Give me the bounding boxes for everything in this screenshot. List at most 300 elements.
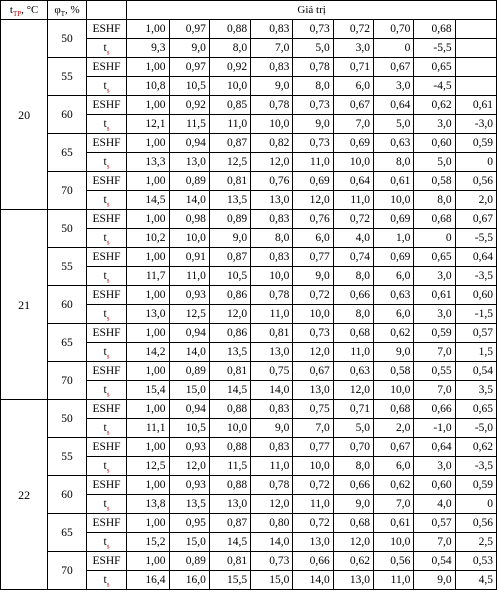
eshf-value-cell: 0,97 bbox=[169, 58, 209, 77]
eshf-value-cell: 0,65 bbox=[414, 248, 455, 267]
ts-value-cell: 12,1 bbox=[127, 115, 169, 134]
humidity-cell: 50 bbox=[48, 20, 86, 58]
ts-value-cell: 12,5 bbox=[169, 305, 209, 324]
ts-value-cell: 10,5 bbox=[169, 419, 209, 438]
eshf-row bbox=[1, 96, 497, 115]
ts-label bbox=[86, 115, 127, 134]
eshf-value-cell: 0,89 bbox=[169, 362, 209, 381]
ts-value-cell: 8,0 bbox=[374, 153, 414, 172]
ts-value-cell: 3,0 bbox=[414, 115, 455, 134]
ts-value-cell: 3,0 bbox=[414, 457, 455, 476]
eshf-row bbox=[1, 248, 497, 267]
eshf-value-cell: 0,72 bbox=[333, 210, 373, 229]
ts-value-cell: 12,5 bbox=[209, 153, 250, 172]
eshf-value-cell: 0,59 bbox=[414, 324, 455, 343]
ts-value-cell: 7,0 bbox=[414, 533, 455, 552]
ts-value-cell: 10,0 bbox=[209, 419, 250, 438]
eshf-value-cell: 0,69 bbox=[293, 172, 333, 191]
eshf-label: ESHF bbox=[86, 476, 127, 495]
eshf-value-cell: 0,57 bbox=[455, 324, 496, 343]
ts-value-cell: 2,5 bbox=[455, 533, 496, 552]
ts-value-cell: 0 bbox=[455, 495, 496, 514]
ts-label-main: t bbox=[103, 156, 107, 168]
ts-label-sub: s bbox=[106, 48, 110, 57]
eshf-value-cell: 0,76 bbox=[251, 172, 293, 191]
ts-value-cell: 3,0 bbox=[333, 39, 373, 58]
ts-label-main: t bbox=[103, 536, 107, 548]
eshf-value-cell: 0,72 bbox=[333, 20, 373, 39]
ts-value-cell: 13,0 bbox=[127, 305, 169, 324]
eshf-value-cell: 0,56 bbox=[374, 552, 414, 571]
ts-value-cell: -5,5 bbox=[414, 39, 455, 58]
eshf-row bbox=[1, 172, 497, 191]
eshf-value-cell: 0,68 bbox=[333, 514, 373, 533]
eshf-value-cell: 0,59 bbox=[455, 476, 496, 495]
ts-value-cell: 0 bbox=[414, 229, 455, 248]
ts-label bbox=[86, 381, 127, 400]
eshf-value-cell: 0,89 bbox=[169, 552, 209, 571]
eshf-value-cell: 0,87 bbox=[209, 514, 250, 533]
eshf-value-cell: 1,00 bbox=[127, 96, 169, 115]
eshf-value-cell: 0,78 bbox=[251, 476, 293, 495]
ts-value-cell: 10,5 bbox=[169, 77, 209, 96]
ts-label bbox=[86, 343, 127, 362]
ts-label-sub: s bbox=[106, 86, 110, 95]
eshf-value-cell: 0,98 bbox=[169, 210, 209, 229]
eshf-value-cell: 0,91 bbox=[169, 248, 209, 267]
eshf-value-cell: 0,93 bbox=[169, 286, 209, 305]
eshf-label: ESHF bbox=[86, 514, 127, 533]
eshf-value-cell: 0,62 bbox=[455, 438, 496, 457]
ts-value-cell: 5,0 bbox=[293, 39, 333, 58]
ts-label-sub: s bbox=[106, 162, 110, 171]
eshf-value-cell: 0,67 bbox=[333, 96, 373, 115]
ts-label-main: t bbox=[103, 498, 107, 510]
eshf-value-cell: 0,63 bbox=[374, 286, 414, 305]
eshf-value-cell: 1,00 bbox=[127, 476, 169, 495]
eshf-value-cell: 0,92 bbox=[169, 96, 209, 115]
ts-value-cell: 14,0 bbox=[293, 571, 333, 590]
ts-value-cell: -3,0 bbox=[455, 115, 496, 134]
ts-value-cell: 10,8 bbox=[127, 77, 169, 96]
eshf-value-cell: 0,86 bbox=[209, 324, 250, 343]
ts-label-sub: s bbox=[106, 504, 110, 513]
ts-label-sub: s bbox=[106, 390, 110, 399]
eshf-value-cell: 0,89 bbox=[169, 172, 209, 191]
eshf-value-cell: 0,64 bbox=[374, 96, 414, 115]
eshf-label: ESHF bbox=[86, 286, 127, 305]
ts-value-cell: 9,0 bbox=[293, 115, 333, 134]
ts-value-cell: 2,0 bbox=[374, 419, 414, 438]
ts-label bbox=[86, 39, 127, 58]
ts-value-cell: 13,5 bbox=[209, 191, 250, 210]
ts-value-cell: 0 bbox=[455, 153, 496, 172]
ts-value-cell: 10,0 bbox=[293, 457, 333, 476]
eshf-value-cell: 0,77 bbox=[293, 248, 333, 267]
group-temperature-cell: 22 bbox=[1, 400, 48, 590]
ts-value-cell: 9,0 bbox=[251, 419, 293, 438]
eshf-value-cell: 0,73 bbox=[251, 552, 293, 571]
ts-value-cell: 6,0 bbox=[374, 267, 414, 286]
eshf-value-cell: 1,00 bbox=[127, 552, 169, 571]
eshf-value-cell: 0,68 bbox=[414, 210, 455, 229]
eshf-value-cell: 0,88 bbox=[209, 476, 250, 495]
eshf-value-cell: 0,69 bbox=[374, 210, 414, 229]
ts-value-cell: 12,0 bbox=[251, 495, 293, 514]
ts-value-cell: 12,0 bbox=[169, 457, 209, 476]
eshf-value-cell: 0,88 bbox=[209, 400, 250, 419]
eshf-value-cell: 0,54 bbox=[414, 552, 455, 571]
ts-value-cell: 12,0 bbox=[251, 153, 293, 172]
ts-value-cell: 7,0 bbox=[333, 115, 373, 134]
ts-value-cell: 13,0 bbox=[251, 191, 293, 210]
ts-label-sub: s bbox=[106, 200, 110, 209]
ts-value-cell: 14,0 bbox=[169, 191, 209, 210]
ts-value-cell: 11,0 bbox=[251, 457, 293, 476]
group-temperature-cell: 20 bbox=[1, 20, 48, 210]
eshf-value-cell: 0,71 bbox=[333, 58, 373, 77]
ts-label-sub: s bbox=[106, 276, 110, 285]
ts-value-cell: 10,0 bbox=[251, 115, 293, 134]
eshf-value-cell: 0,94 bbox=[169, 324, 209, 343]
ts-value-cell: 14,0 bbox=[169, 343, 209, 362]
eshf-label: ESHF bbox=[86, 324, 127, 343]
eshf-value-cell: 0,64 bbox=[333, 172, 373, 191]
eshf-row bbox=[1, 286, 497, 305]
ts-value-cell bbox=[455, 77, 496, 96]
ts-label-main: t bbox=[103, 118, 107, 130]
ts-value-cell: -3,5 bbox=[455, 457, 496, 476]
eshf-value-cell: 0,81 bbox=[209, 552, 250, 571]
ts-value-cell: -5,0 bbox=[455, 419, 496, 438]
eshf-value-cell: 1,00 bbox=[127, 248, 169, 267]
ts-value-cell: 2,0 bbox=[455, 191, 496, 210]
eshf-value-cell: 1,00 bbox=[127, 172, 169, 191]
eshf-value-cell: 0,64 bbox=[455, 248, 496, 267]
ts-value-cell: 9,0 bbox=[169, 39, 209, 58]
ts-label bbox=[86, 77, 127, 96]
ts-value-cell: 7,0 bbox=[414, 381, 455, 400]
eshf-value-cell: 0,73 bbox=[293, 96, 333, 115]
ts-value-cell: 14,5 bbox=[209, 533, 250, 552]
eshf-value-cell: 0,69 bbox=[374, 248, 414, 267]
ts-value-cell: 6,0 bbox=[374, 305, 414, 324]
eshf-value-cell: 0,87 bbox=[209, 248, 250, 267]
ts-value-cell: 12,0 bbox=[209, 305, 250, 324]
eshf-value-cell: 0,61 bbox=[374, 514, 414, 533]
eshf-value-cell: 0,61 bbox=[414, 286, 455, 305]
ts-value-cell: 1,5 bbox=[455, 343, 496, 362]
eshf-value-cell: 1,00 bbox=[127, 134, 169, 153]
header-blank bbox=[86, 1, 127, 20]
eshf-value-cell: 0,65 bbox=[455, 400, 496, 419]
ts-value-cell: 5,0 bbox=[333, 419, 373, 438]
ts-value-cell: 10,0 bbox=[374, 191, 414, 210]
ts-value-cell: 13,0 bbox=[293, 381, 333, 400]
eshf-value-cell: 0,68 bbox=[333, 324, 373, 343]
ts-value-cell: 10,0 bbox=[374, 533, 414, 552]
ts-label bbox=[86, 305, 127, 324]
ts-value-cell: 12,0 bbox=[293, 191, 333, 210]
ts-value-cell: 13,0 bbox=[169, 153, 209, 172]
eshf-value-cell: 0,66 bbox=[333, 476, 373, 495]
ts-value-cell: 14,2 bbox=[127, 343, 169, 362]
eshf-value-cell: 0,60 bbox=[414, 476, 455, 495]
ts-value-cell: 10,0 bbox=[209, 77, 250, 96]
eshf-value-cell: 0,69 bbox=[333, 134, 373, 153]
eshf-value-cell: 0,76 bbox=[293, 210, 333, 229]
ts-label-sub: s bbox=[106, 238, 110, 247]
eshf-value-cell: 0,70 bbox=[374, 20, 414, 39]
eshf-value-cell: 0,60 bbox=[414, 134, 455, 153]
ts-label-sub: s bbox=[106, 580, 110, 589]
ts-label-sub: s bbox=[106, 314, 110, 323]
eshf-value-cell: 0,92 bbox=[209, 58, 250, 77]
ts-label-main: t bbox=[103, 346, 107, 358]
eshf-value-cell: 0,88 bbox=[209, 20, 250, 39]
eshf-label: ESHF bbox=[86, 362, 127, 381]
ts-value-cell: 5,0 bbox=[374, 115, 414, 134]
ts-value-cell: 4,0 bbox=[333, 229, 373, 248]
eshf-value-cell: 0,71 bbox=[333, 400, 373, 419]
ts-value-cell: 13,0 bbox=[333, 571, 373, 590]
eshf-value-cell: 0,73 bbox=[293, 324, 333, 343]
ts-label bbox=[86, 495, 127, 514]
eshf-value-cell: 0,83 bbox=[251, 438, 293, 457]
eshf-row bbox=[1, 58, 497, 77]
ts-value-cell: 9,0 bbox=[251, 77, 293, 96]
eshf-value-cell: 0,59 bbox=[455, 134, 496, 153]
eshf-value-cell: 0,86 bbox=[209, 286, 250, 305]
ts-label-main: t bbox=[103, 422, 107, 434]
eshf-value-cell: 1,00 bbox=[127, 324, 169, 343]
eshf-label: ESHF bbox=[86, 134, 127, 153]
ts-value-cell: 13,8 bbox=[127, 495, 169, 514]
humidity-cell: 60 bbox=[48, 96, 86, 134]
ts-label bbox=[86, 533, 127, 552]
eshf-value-cell: 0,58 bbox=[374, 362, 414, 381]
header-values-title: Giá trị bbox=[127, 1, 497, 20]
eshf-value-cell: 0,70 bbox=[333, 438, 373, 457]
eshf-value-cell: 0,80 bbox=[251, 514, 293, 533]
eshf-value-cell: 0,83 bbox=[251, 400, 293, 419]
eshf-value-cell: 0,68 bbox=[374, 400, 414, 419]
ts-value-cell bbox=[455, 39, 496, 58]
ts-label bbox=[86, 229, 127, 248]
eshf-row bbox=[1, 438, 497, 457]
eshf-value-cell: 0,60 bbox=[455, 286, 496, 305]
eshf-value-cell: 1,00 bbox=[127, 400, 169, 419]
ts-value-cell: 4,5 bbox=[455, 571, 496, 590]
eshf-row bbox=[1, 210, 497, 229]
eshf-value-cell: 0,78 bbox=[251, 286, 293, 305]
ts-value-cell: 10,5 bbox=[209, 267, 250, 286]
ts-value-cell: 6,0 bbox=[374, 457, 414, 476]
ts-value-cell: 15,0 bbox=[169, 533, 209, 552]
eshf-value-cell: 0,64 bbox=[414, 438, 455, 457]
ts-value-cell: 10,0 bbox=[169, 229, 209, 248]
ts-value-cell: 11,0 bbox=[374, 571, 414, 590]
eshf-value-cell: 0,72 bbox=[293, 286, 333, 305]
ts-value-cell: 8,0 bbox=[251, 229, 293, 248]
eshf-row bbox=[1, 514, 497, 533]
ts-label-main: t bbox=[103, 384, 107, 396]
ts-value-cell: 16,4 bbox=[127, 571, 169, 590]
eshf-value-cell: 1,00 bbox=[127, 438, 169, 457]
ts-label bbox=[86, 571, 127, 590]
ts-value-cell: 12,0 bbox=[333, 381, 373, 400]
ts-value-cell: 7,0 bbox=[251, 39, 293, 58]
eshf-value-cell: 1,00 bbox=[127, 514, 169, 533]
ts-value-cell: 14,5 bbox=[209, 381, 250, 400]
eshf-value-cell: 0,55 bbox=[414, 362, 455, 381]
eshf-value-cell: 0,89 bbox=[209, 210, 250, 229]
ts-label bbox=[86, 191, 127, 210]
eshf-value-cell: 0,67 bbox=[374, 438, 414, 457]
humidity-cell: 70 bbox=[48, 552, 86, 590]
ts-value-cell: 11,1 bbox=[127, 419, 169, 438]
humidity-cell: 70 bbox=[48, 362, 86, 400]
eshf-value-cell: 0,61 bbox=[455, 96, 496, 115]
eshf-value-cell: 0,74 bbox=[333, 248, 373, 267]
ts-value-cell: 10,0 bbox=[374, 381, 414, 400]
eshf-value-cell: 1,00 bbox=[127, 210, 169, 229]
ts-value-cell: 14,0 bbox=[251, 533, 293, 552]
ts-value-cell: 9,0 bbox=[414, 571, 455, 590]
ts-value-cell: 9,0 bbox=[293, 267, 333, 286]
eshf-value-cell: 0,56 bbox=[455, 514, 496, 533]
ts-value-cell: 7,0 bbox=[374, 495, 414, 514]
eshf-value-cell: 0,63 bbox=[333, 362, 373, 381]
header-humidity: $\varphi_T$, % bbox=[48, 1, 86, 20]
ts-value-cell: 9,3 bbox=[127, 39, 169, 58]
group-temperature-cell: 21 bbox=[1, 210, 48, 400]
eshf-value-cell: 0,83 bbox=[251, 210, 293, 229]
eshf-value-cell: 0,56 bbox=[455, 172, 496, 191]
eshf-row bbox=[1, 134, 497, 153]
ts-value-cell: 14,0 bbox=[251, 381, 293, 400]
ts-label-main: t bbox=[103, 308, 107, 320]
humidity-cell: 65 bbox=[48, 514, 86, 552]
ts-value-cell: 14,5 bbox=[127, 191, 169, 210]
eshf-row bbox=[1, 400, 497, 419]
table-body bbox=[1, 1, 497, 590]
eshf-value-cell: 0,75 bbox=[293, 400, 333, 419]
ts-label-sub: s bbox=[106, 428, 110, 437]
eshf-value-cell: 0,66 bbox=[414, 400, 455, 419]
eshf-value-cell: 1,00 bbox=[127, 58, 169, 77]
ts-value-cell: 7,0 bbox=[293, 419, 333, 438]
header-temperature: $t_{TP}$, °C bbox=[1, 1, 48, 20]
ts-value-cell: 13,3 bbox=[127, 153, 169, 172]
ts-value-cell: 8,0 bbox=[333, 305, 373, 324]
ts-value-cell: -4,5 bbox=[414, 77, 455, 96]
eshf-value-cell: 0,58 bbox=[414, 172, 455, 191]
eshf-label: ESHF bbox=[86, 58, 127, 77]
eshf-label: ESHF bbox=[86, 20, 127, 39]
eshf-value-cell: 0,65 bbox=[414, 58, 455, 77]
ts-value-cell: 12,5 bbox=[127, 457, 169, 476]
humidity-cell: 70 bbox=[48, 172, 86, 210]
eshf-value-cell: 1,00 bbox=[127, 20, 169, 39]
eshf-value-cell: 0,83 bbox=[251, 58, 293, 77]
eshf-value-cell: 0,66 bbox=[333, 286, 373, 305]
ts-label-sub: s bbox=[106, 542, 110, 551]
ts-value-cell: 11,7 bbox=[127, 267, 169, 286]
eshf-label: ESHF bbox=[86, 248, 127, 267]
eshf-label: ESHF bbox=[86, 552, 127, 571]
eshf-value-cell: 0,62 bbox=[374, 476, 414, 495]
ts-label bbox=[86, 419, 127, 438]
ts-value-cell: 6,0 bbox=[333, 77, 373, 96]
eshf-value-cell: 0,68 bbox=[414, 20, 455, 39]
ts-value-cell: 6,0 bbox=[293, 229, 333, 248]
eshf-value-cell: 0,82 bbox=[251, 134, 293, 153]
ts-value-cell: 8,0 bbox=[293, 77, 333, 96]
eshf-value-cell: 0,85 bbox=[209, 96, 250, 115]
eshf-value-cell: 0,67 bbox=[374, 58, 414, 77]
eshf-value-cell bbox=[455, 20, 496, 39]
eshf-value-cell: 0,54 bbox=[455, 362, 496, 381]
ts-value-cell: 11,0 bbox=[333, 191, 373, 210]
eshf-value-cell: 0,78 bbox=[251, 96, 293, 115]
eshf-value-cell: 0,94 bbox=[169, 400, 209, 419]
ts-value-cell: 13,5 bbox=[209, 343, 250, 362]
ts-value-cell: 16,0 bbox=[169, 571, 209, 590]
ts-value-cell: 9,0 bbox=[374, 343, 414, 362]
ts-label-main: t bbox=[103, 194, 107, 206]
eshf-value-cell: 0,62 bbox=[374, 324, 414, 343]
eshf-value-cell: 0,72 bbox=[293, 476, 333, 495]
ts-value-cell: 8,0 bbox=[414, 191, 455, 210]
ts-value-cell: 15,4 bbox=[127, 381, 169, 400]
eshf-value-cell: 0,77 bbox=[293, 438, 333, 457]
eshf-label: ESHF bbox=[86, 400, 127, 419]
ts-value-cell: 15,0 bbox=[251, 571, 293, 590]
ts-value-cell: 12,0 bbox=[293, 343, 333, 362]
humidity-cell: 65 bbox=[48, 324, 86, 362]
ts-value-cell: 10,0 bbox=[333, 153, 373, 172]
ts-value-cell: 3,0 bbox=[414, 305, 455, 324]
humidity-cell: 55 bbox=[48, 58, 86, 96]
humidity-cell: 50 bbox=[48, 210, 86, 248]
eshf-value-cell: 0,78 bbox=[293, 58, 333, 77]
humidity-cell: 55 bbox=[48, 438, 86, 476]
ts-value-cell: 4,0 bbox=[414, 495, 455, 514]
eshf-row bbox=[1, 324, 497, 343]
ts-value-cell: 11,0 bbox=[333, 343, 373, 362]
eshf-value-cell: 0,93 bbox=[169, 476, 209, 495]
ts-value-cell: 0 bbox=[374, 39, 414, 58]
ts-label-main: t bbox=[103, 232, 107, 244]
eshf-row bbox=[1, 476, 497, 495]
ts-value-cell: 3,0 bbox=[414, 267, 455, 286]
eshf-value-cell: 0,73 bbox=[293, 134, 333, 153]
ts-value-cell: 7,0 bbox=[414, 343, 455, 362]
ts-label bbox=[86, 153, 127, 172]
ts-value-cell: 11,0 bbox=[209, 115, 250, 134]
eshf-value-cell: 0,88 bbox=[209, 438, 250, 457]
ts-value-cell: 3,0 bbox=[374, 77, 414, 96]
ts-label bbox=[86, 457, 127, 476]
eshf-value-cell: 0,94 bbox=[169, 134, 209, 153]
ts-value-cell: 13,0 bbox=[293, 533, 333, 552]
ts-value-cell: 15,0 bbox=[169, 381, 209, 400]
ts-value-cell: 13,0 bbox=[251, 343, 293, 362]
ts-value-cell: 8,0 bbox=[333, 457, 373, 476]
eshf-value-cell: 0,62 bbox=[333, 552, 373, 571]
ts-value-cell: -1,0 bbox=[414, 419, 455, 438]
